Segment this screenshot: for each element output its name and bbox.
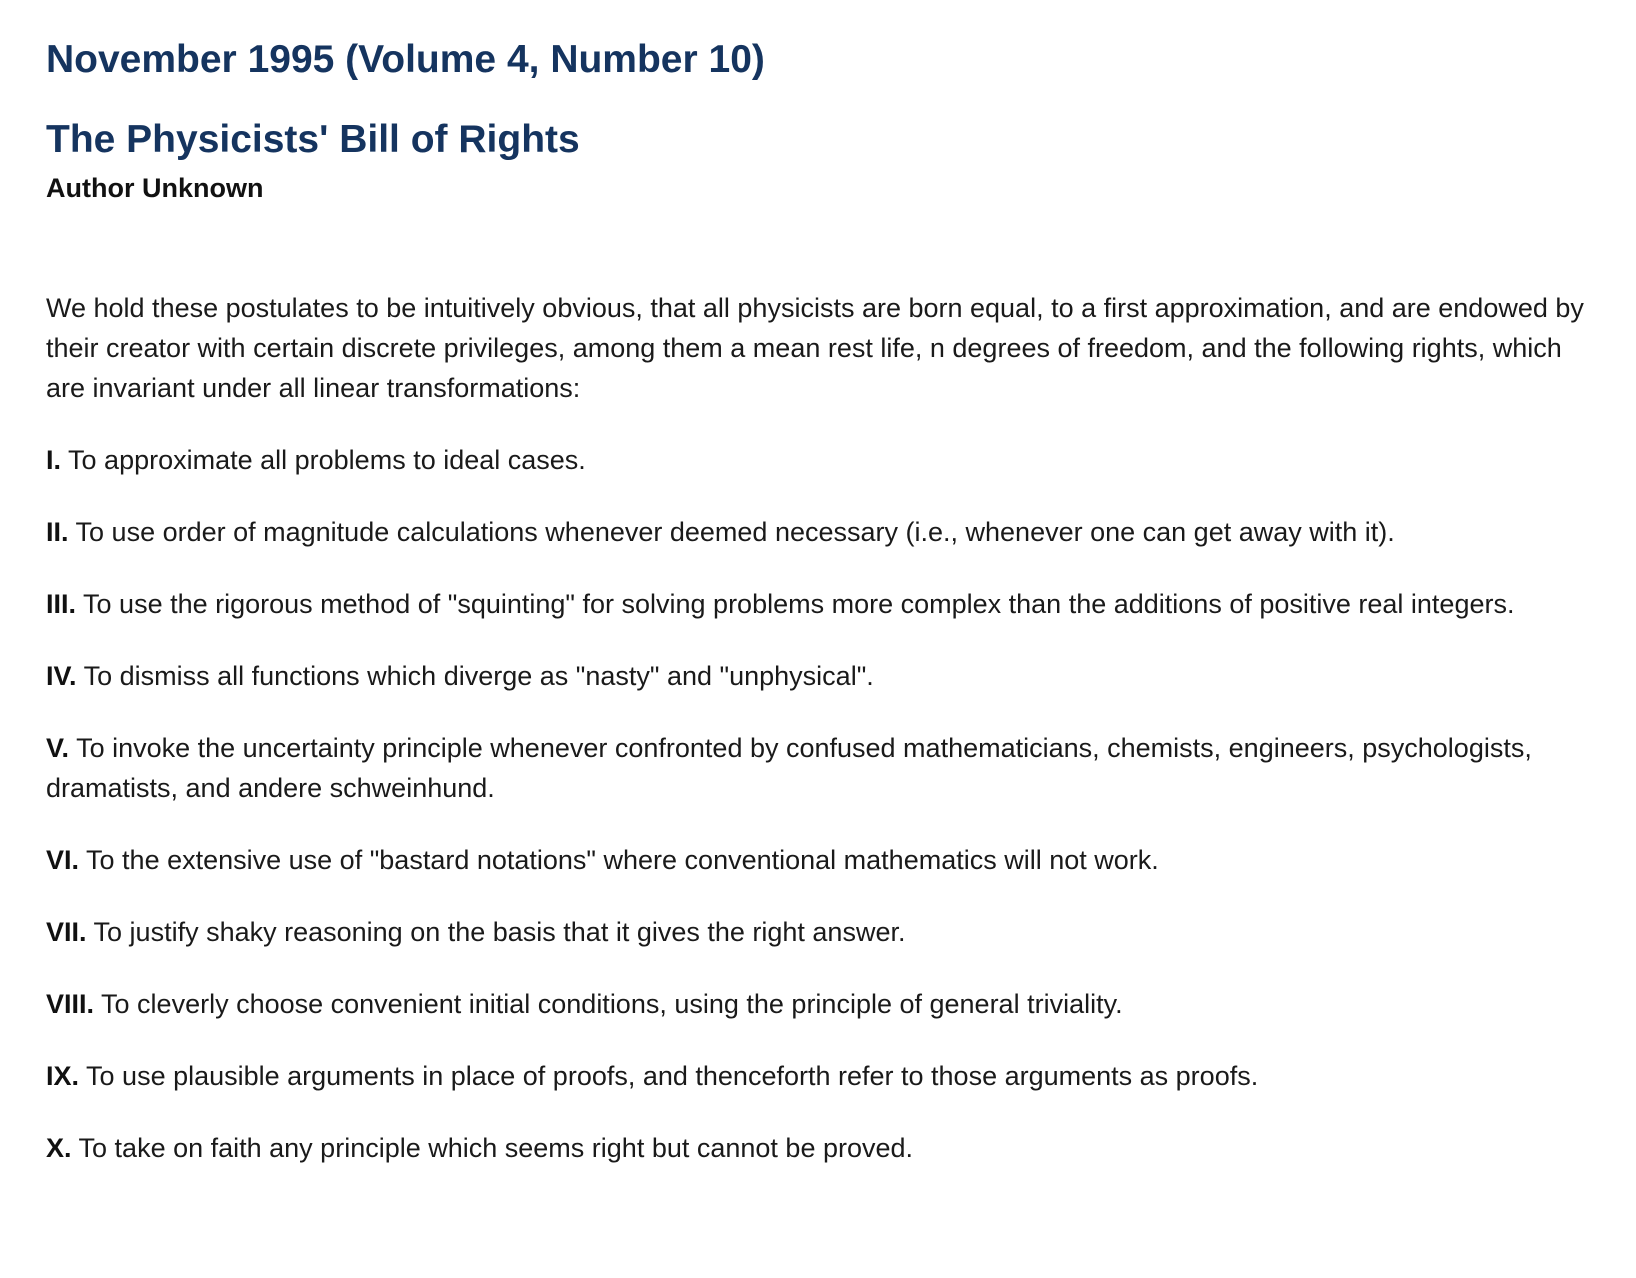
right-text: To the extensive use of "bastard notations" where conventional mathematics will not work. [86, 845, 1159, 875]
right-numeral: V. [46, 733, 70, 763]
right-item [46, 1056, 1590, 1096]
article-title: The Physicists' Bill of Rights [46, 118, 580, 161]
rights-list [46, 440, 1590, 1168]
right-text: To use order of magnitude calculations whenever deemed necessary (i.e., whenever one can get away with it). [75, 517, 1395, 547]
right-numeral: VII. [46, 917, 87, 947]
right-item [46, 840, 1590, 880]
right-text: To justify shaky reasoning on the basis that it gives the right answer. [93, 917, 906, 947]
right-numeral: IV. [46, 661, 77, 691]
issue-heading: November 1995 (Volume 4, Number 10) [46, 38, 765, 81]
right-text: To dismiss all functions which diverge as "nasty" and "unphysical". [83, 661, 874, 691]
article-author: Author Unknown [46, 173, 264, 203]
intro-paragraph: We hold these postulates to be intuitively obvious, that all physicists are born equal, to a first approximation, and are endowed by their creator with certain discrete privileges, among them a mean rest life, n degrees of freedom, and the following rights, which are invariant under all linear transformations: [46, 293, 1584, 403]
right-item [46, 912, 1590, 952]
right-item [46, 440, 1590, 480]
right-item [46, 984, 1590, 1024]
right-numeral: II. [46, 517, 69, 547]
right-text: To use plausible arguments in place of proofs, and thenceforth refer to those arguments as proofs. [86, 1061, 1259, 1091]
right-numeral: I. [46, 445, 62, 475]
right-numeral: X. [46, 1133, 72, 1163]
right-numeral: VI. [46, 845, 80, 875]
right-text: To approximate all problems to ideal cases. [68, 445, 586, 475]
right-numeral: VIII. [46, 989, 95, 1019]
right-text: To cleverly choose convenient initial conditions, using the principle of general triviality. [101, 989, 1123, 1019]
right-item [46, 584, 1590, 624]
right-item [46, 1128, 1590, 1168]
right-numeral: IX. [46, 1061, 80, 1091]
right-item [46, 512, 1590, 552]
right-item [46, 656, 1590, 696]
right-text: To invoke the uncertainty principle whenever confronted by confused mathematicians, chemists, engineers, psychologists, dramatists, and andere schweinhund. [46, 733, 1532, 803]
right-text: To take on faith any principle which seems right but cannot be proved. [78, 1133, 914, 1163]
right-text: To use the rigorous method of "squinting" for solving problems more complex than the additions of positive real integers. [83, 589, 1515, 619]
right-item [46, 728, 1590, 808]
right-numeral: III. [46, 589, 77, 619]
